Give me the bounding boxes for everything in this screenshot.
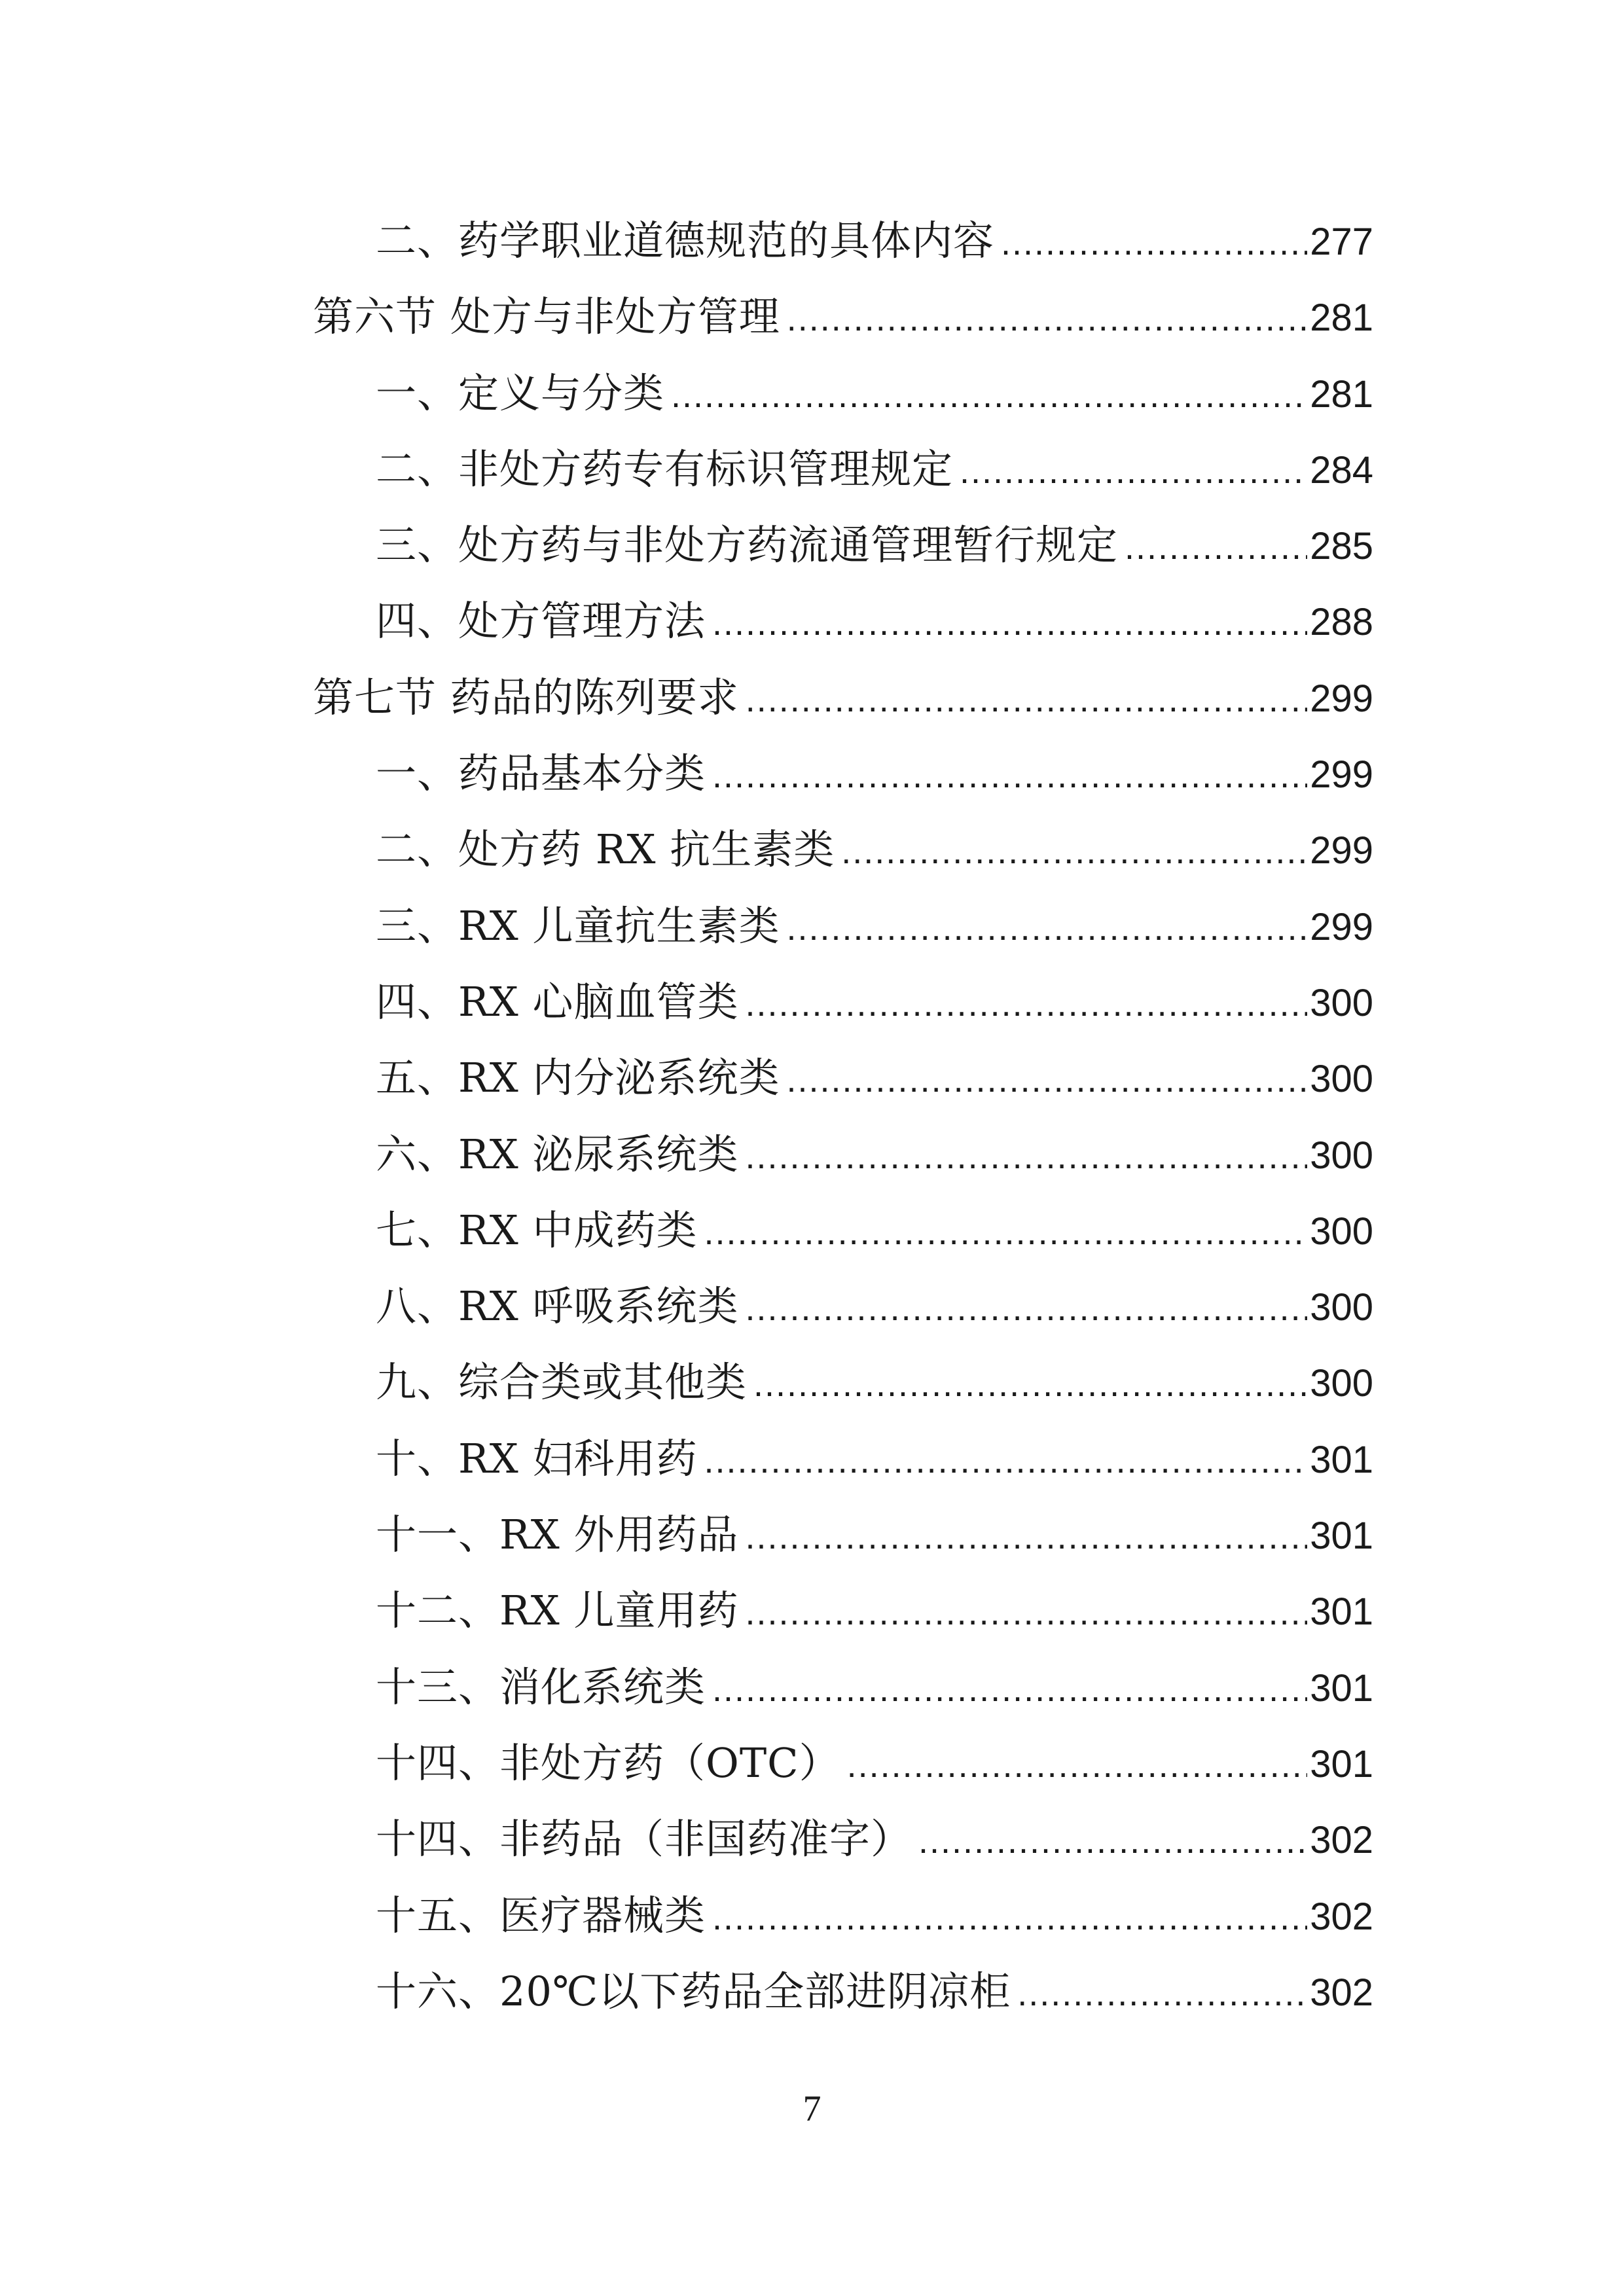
toc-entry-page: 300 <box>1310 1058 1373 1101</box>
toc-subsection-entry[interactable] <box>313 888 1373 964</box>
toc-entry-page: 300 <box>1310 1362 1373 1405</box>
toc-subsection-entry[interactable] <box>313 1344 1373 1420</box>
toc-entry-title: 三、RX 儿童抗生素类 <box>376 901 780 950</box>
toc-dot-leader <box>787 281 1308 357</box>
toc-section-entry[interactable] <box>313 660 1373 736</box>
toc-dot-leader <box>746 1499 1308 1575</box>
toc-entry-page: 302 <box>1310 1819 1373 1862</box>
toc-entry-page: 288 <box>1310 601 1373 644</box>
toc-subsection-entry[interactable] <box>313 355 1373 431</box>
toc-section-entry[interactable] <box>313 279 1373 355</box>
toc-entry-title: 十、RX 妇科用药 <box>376 1434 698 1482</box>
toc-entry-page: 300 <box>1310 1210 1373 1253</box>
toc-dot-leader <box>960 433 1307 509</box>
toc-entry-page: 300 <box>1310 1134 1373 1177</box>
toc-dot-leader <box>918 1803 1307 1879</box>
toc-entry-page: 299 <box>1310 829 1373 872</box>
toc-entry-page: 299 <box>1310 753 1373 797</box>
toc-entry-title: 四、RX 心脑血管类 <box>376 977 739 1026</box>
toc-subsection-entry[interactable] <box>313 1954 1373 2030</box>
toc-dot-leader <box>746 1575 1308 1651</box>
toc-entry-page: 302 <box>1310 1895 1373 1938</box>
toc-entry-title: 二、非处方药专有标识管理规定 <box>376 444 954 493</box>
toc-dot-leader <box>847 1727 1308 1803</box>
toc-dot-leader <box>1125 509 1307 585</box>
toc-entry-title: 一、药品基本分类 <box>376 749 706 798</box>
toc-subsection-entry[interactable] <box>313 1421 1373 1497</box>
toc-entry-title: 五、RX 内分泌系统类 <box>376 1054 780 1102</box>
toc-entry-title: 七、RX 中成药类 <box>376 1206 698 1254</box>
toc-entry-title: 三、处方药与非处方药流通管理暂行规定 <box>376 521 1119 569</box>
toc-entry-page: 300 <box>1310 1286 1373 1329</box>
toc-entry-page: 301 <box>1310 1590 1373 1634</box>
toc-entry-title: 一、定义与分类 <box>376 368 665 417</box>
toc-entry-title: 十三、消化系统类 <box>376 1662 706 1711</box>
toc-entry-title: 第七节 药品的陈列要求 <box>313 673 739 721</box>
toc-subsection-entry[interactable] <box>313 1117 1373 1193</box>
toc-dot-leader <box>1017 1956 1307 2032</box>
toc-dot-leader <box>712 1880 1307 1956</box>
toc-entry-title: 十一、RX 外用药品 <box>376 1511 739 1559</box>
toc-subsection-entry[interactable] <box>313 1649 1373 1725</box>
toc-entry-page: 301 <box>1310 1438 1373 1481</box>
toc-subsection-entry[interactable] <box>313 507 1373 583</box>
toc-dot-leader <box>712 738 1307 814</box>
toc-entry-page: 284 <box>1310 448 1373 492</box>
toc-dot-leader <box>704 1194 1308 1270</box>
toc-entry-page: 281 <box>1310 372 1373 416</box>
toc-entry-title: 第六节 处方与非处方管理 <box>313 293 780 341</box>
toc-entry-title: 二、处方药 RX 抗生素类 <box>376 825 835 874</box>
toc-entry-title: 十六、20℃以下药品全部进阴凉柜 <box>376 1967 1011 2015</box>
toc-dot-leader <box>746 1119 1308 1194</box>
toc-entry-page: 302 <box>1310 1971 1373 2014</box>
toc-entry-page: 299 <box>1310 677 1373 720</box>
toc-dot-leader <box>671 357 1307 433</box>
toc-entry-title: 十五、医疗器械类 <box>376 1891 706 1939</box>
toc-dot-leader <box>1001 205 1307 281</box>
toc-entry-title: 八、RX 呼吸系统类 <box>376 1282 739 1331</box>
toc-entry-title: 二、药学职业道德规范的具体内容 <box>376 217 995 264</box>
toc-subsection-entry[interactable] <box>313 203 1373 279</box>
toc-subsection-entry[interactable] <box>313 1801 1373 1877</box>
toc-dot-leader <box>787 890 1308 966</box>
toc-subsection-entry[interactable] <box>313 1497 1373 1573</box>
toc-entry-page: 285 <box>1310 525 1373 568</box>
toc-entry-page: 300 <box>1310 981 1373 1024</box>
toc-dot-leader <box>712 1651 1307 1727</box>
toc-dot-leader <box>746 966 1308 1042</box>
toc-entry-title: 九、综合类或其他类 <box>376 1358 748 1407</box>
toc-dot-leader <box>712 585 1307 661</box>
toc-subsection-entry[interactable] <box>313 1725 1373 1801</box>
toc-dot-leader <box>704 1423 1308 1499</box>
toc-dot-leader <box>746 1270 1308 1346</box>
toc-entry-title: 十四、非药品（非国药准字） <box>376 1815 912 1863</box>
toc-subsection-entry[interactable] <box>313 1268 1373 1344</box>
toc-dot-leader <box>753 1346 1307 1422</box>
toc-entry-page: 299 <box>1310 905 1373 948</box>
toc-subsection-entry[interactable] <box>313 1573 1373 1649</box>
toc-entry-page: 281 <box>1310 296 1373 340</box>
toc-entry-title: 十四、非处方药（OTC） <box>376 1738 840 1787</box>
toc-subsection-entry[interactable] <box>313 812 1373 888</box>
toc-subsection-entry[interactable] <box>313 431 1373 507</box>
page-number: 7 <box>803 2089 821 2129</box>
toc-subsection-entry[interactable] <box>313 964 1373 1040</box>
toc-entry-page: 301 <box>1310 1515 1373 1558</box>
toc-entry-title: 六、RX 泌尿系统类 <box>376 1130 739 1178</box>
toc-subsection-entry[interactable] <box>313 736 1373 812</box>
toc-subsection-entry[interactable] <box>313 1040 1373 1116</box>
toc-entry-page: 301 <box>1310 1742 1373 1785</box>
toc-subsection-entry[interactable] <box>313 1878 1373 1954</box>
toc-subsection-entry[interactable] <box>313 583 1373 659</box>
toc-dot-leader <box>746 662 1308 738</box>
toc-entry-title: 四、处方管理方法 <box>376 597 706 645</box>
table-of-contents <box>313 203 1373 2030</box>
toc-entry-title: 十二、RX 儿童用药 <box>376 1587 739 1635</box>
toc-dot-leader <box>787 1042 1308 1118</box>
toc-entry-page: 301 <box>1310 1666 1373 1710</box>
toc-dot-leader <box>841 814 1307 889</box>
toc-entry-page: 277 <box>1310 221 1373 263</box>
toc-subsection-entry[interactable] <box>313 1193 1373 1268</box>
